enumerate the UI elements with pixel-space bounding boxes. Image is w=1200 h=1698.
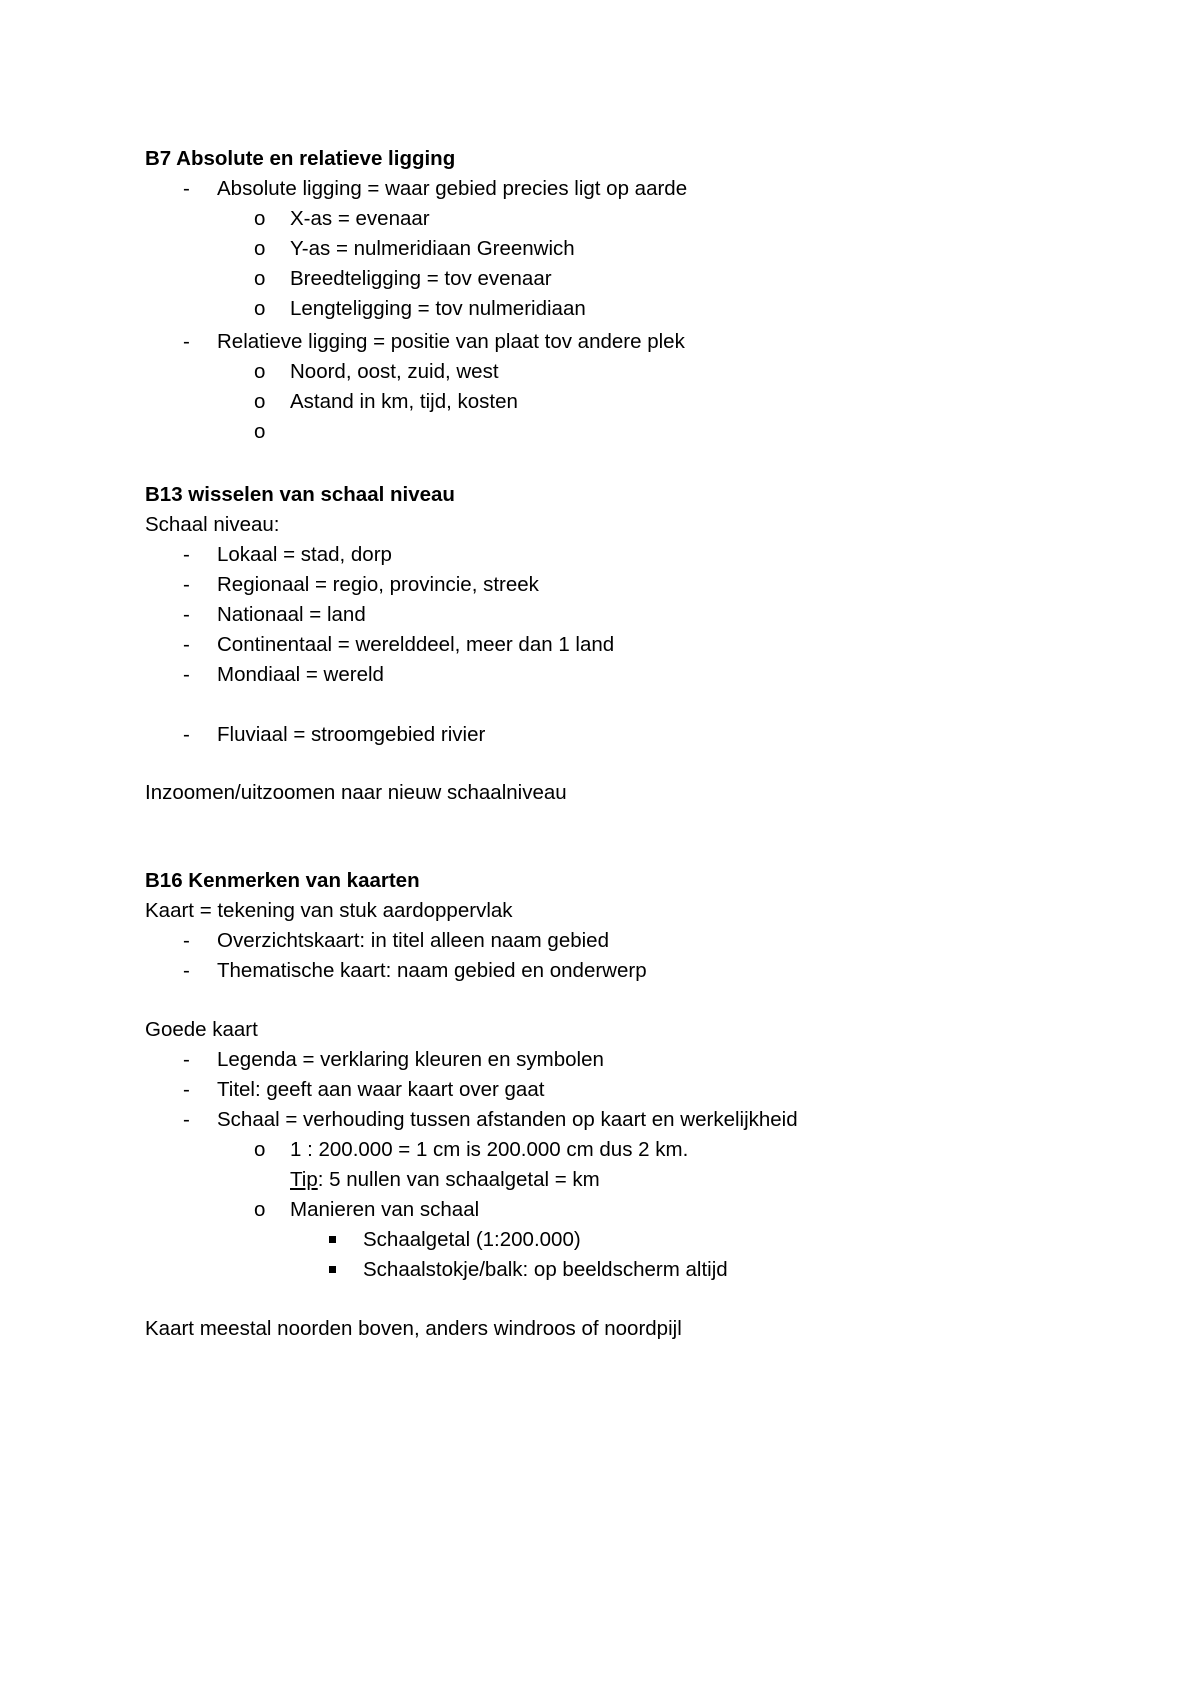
dash-marker: -	[183, 543, 190, 566]
list-item: Absolute ligging = waar gebied precies ligt op aarde	[217, 177, 688, 200]
dash-marker: -	[183, 1078, 190, 1101]
dash-marker: -	[183, 929, 190, 952]
list-item: Overzichtskaart: in titel alleen naam gebied	[217, 929, 609, 952]
dash-marker: -	[183, 603, 190, 626]
circle-marker: o	[254, 420, 266, 443]
dash-marker: -	[183, 177, 190, 200]
tip-text: : 5 nullen van schaalgetal = km	[317, 1168, 600, 1191]
list-item: Mondiaal = wereld	[217, 663, 384, 686]
list-item: Regionaal = regio, provincie, streek	[217, 573, 539, 596]
list-item: Manieren van schaal	[290, 1198, 480, 1221]
circle-marker: o	[254, 390, 266, 413]
list-item: Noord, oost, zuid, west	[290, 360, 499, 383]
dash-marker: -	[183, 330, 190, 353]
circle-marker: o	[254, 360, 266, 383]
list-item: Thematische kaart: naam gebied en onderwerp	[217, 959, 647, 982]
list-item: Schaalstokje/balk: op beeldscherm altijd	[363, 1258, 728, 1281]
dash-marker: -	[183, 633, 190, 656]
list-item: Continentaal = werelddeel, meer dan 1 land	[217, 633, 615, 656]
list-item: Titel: geeft aan waar kaart over gaat	[217, 1078, 545, 1101]
list-item: Fluviaal = stroomgebied rivier	[217, 723, 486, 746]
circle-marker: o	[254, 267, 266, 290]
list-item: Schaal = verhouding tussen afstanden op kaart en werkelijkheid	[217, 1108, 798, 1131]
dash-marker: -	[183, 1108, 190, 1131]
paragraph: Inzoomen/uitzoomen naar nieuw schaalniveau	[145, 781, 567, 804]
circle-marker: o	[254, 237, 266, 260]
list-item: Y-as = nulmeridiaan Greenwich	[290, 237, 575, 260]
circle-marker: o	[254, 1198, 266, 1221]
list-item: Schaalgetal (1:200.000)	[363, 1228, 581, 1251]
list-item: Lengteligging = tov nulmeridiaan	[290, 297, 586, 320]
list-item: X-as = evenaar	[290, 207, 430, 230]
list-item: Legenda = verklaring kleuren en symbolen	[217, 1048, 604, 1071]
list-item: Astand in km, tijd, kosten	[290, 390, 518, 413]
list-item: Breedteligging = tov evenaar	[290, 267, 552, 290]
dash-marker: -	[183, 573, 190, 596]
list-item: Lokaal = stad, dorp	[217, 543, 392, 566]
dash-marker: -	[183, 663, 190, 686]
list-item: Nationaal = land	[217, 603, 366, 626]
tip-label: Tip	[290, 1168, 318, 1191]
circle-marker: o	[254, 207, 266, 230]
list-item: 1 : 200.000 = 1 cm is 200.000 cm dus 2 km.	[290, 1138, 689, 1161]
intro-text: Schaal niveau:	[145, 513, 280, 536]
circle-marker: o	[254, 297, 266, 320]
square-bullet	[329, 1236, 336, 1243]
paragraph: Kaart meestal noorden boven, anders windroos of noordpijl	[145, 1317, 682, 1340]
heading-b7: B7 Absolute en relatieve ligging	[145, 147, 456, 170]
circle-marker: o	[254, 1138, 266, 1161]
square-bullet	[329, 1266, 336, 1273]
dash-marker: -	[183, 723, 190, 746]
list-item: Relatieve ligging = positie van plaat tov andere plek	[217, 330, 685, 353]
heading-b16: B16 Kenmerken van kaarten	[145, 869, 420, 892]
dash-marker: -	[183, 959, 190, 982]
heading-b13: B13 wisselen van schaal niveau	[145, 483, 455, 506]
paragraph: Goede kaart	[145, 1018, 258, 1041]
paragraph: Kaart = tekening van stuk aardoppervlak	[145, 899, 513, 922]
dash-marker: -	[183, 1048, 190, 1071]
tip-line	[290, 1168, 600, 1192]
